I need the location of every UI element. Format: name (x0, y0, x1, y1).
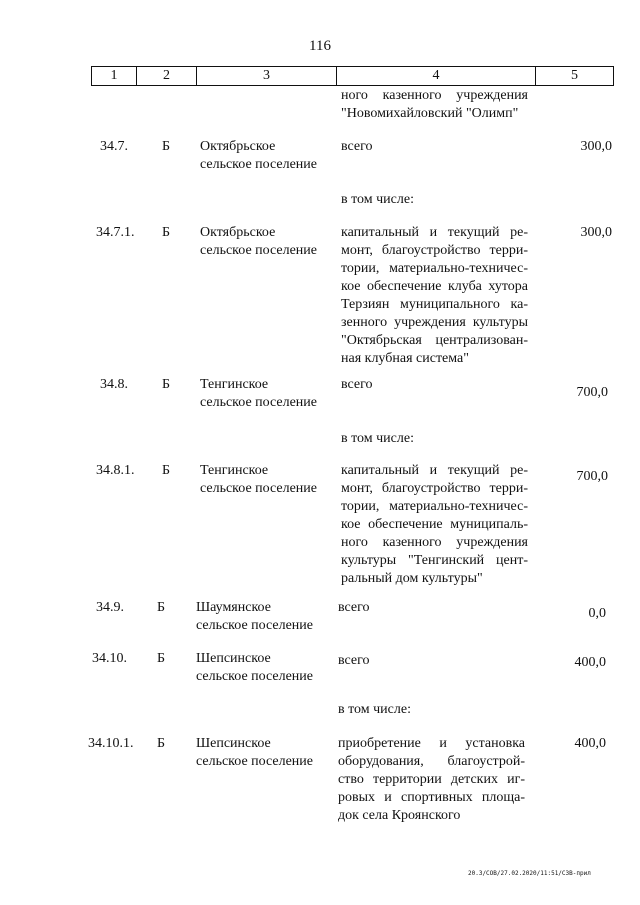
row-name (196, 650, 313, 686)
description-line: ного казенного учреждения (341, 535, 528, 550)
description-line: капитальный и текущий ре- (341, 225, 528, 240)
row-category: Б (157, 736, 166, 751)
row-description: всего (338, 653, 370, 668)
continuation-line: "Новомихайловский "Олимп" (341, 106, 519, 121)
row-number: 34.7. (100, 139, 128, 154)
subtotal-note: в том числе: (341, 431, 414, 446)
row-amount: 400,0 (574, 736, 606, 751)
page-number: 116 (309, 38, 331, 54)
description-line: ровых и спортивных площа- (338, 790, 525, 805)
row-number: 34.9. (96, 600, 124, 615)
row-number: 34.8.1. (96, 463, 135, 478)
row-amount: 0,0 (588, 606, 606, 621)
row-category: Б (162, 463, 171, 478)
row-description (341, 224, 528, 368)
header-cell-1: 1 (92, 67, 137, 85)
document-footer-stamp: 20.3/СОВ/27.02.2020/11:51/СЗВ-прил (468, 870, 591, 877)
description-line: кое обеспечение клуба хутора (341, 279, 528, 294)
continuation-line: ного казенного учреждения (341, 88, 528, 103)
row-name (200, 224, 317, 260)
row-name-line: Тенгинское (200, 463, 269, 478)
description-line: культуры "Тенгинский цент- (341, 553, 528, 568)
subtotal-note: в том числе: (338, 702, 411, 717)
description-line: ральный дом культуры" (341, 571, 483, 586)
row-description (338, 735, 525, 825)
description-line: оборудования, благоустрой- (338, 754, 525, 769)
row-number: 34.8. (100, 377, 128, 392)
row-name-line: сельское поселение (196, 669, 313, 684)
row-name-line: сельское поселение (196, 618, 313, 633)
row-name (200, 376, 317, 412)
row-amount: 700,0 (576, 469, 608, 484)
row-category: Б (157, 600, 166, 615)
description-line: тории, материально-техничес- (341, 499, 528, 514)
row-name-line: Шепсинское (196, 736, 271, 751)
row-category: Б (157, 651, 166, 666)
header-cell-3: 3 (197, 67, 337, 85)
description-line: ная клубная система" (341, 351, 469, 366)
row-amount: 300,0 (580, 139, 612, 154)
description-line: "Октябрьская централизован- (341, 333, 528, 348)
description-line: монт, благоустройство терри- (341, 243, 528, 258)
row-name (200, 462, 317, 498)
row-number: 34.10. (92, 651, 127, 666)
row-description: всего (341, 139, 373, 154)
row-category: Б (162, 225, 171, 240)
subtotal-note: в том числе: (341, 192, 414, 207)
header-cell-2: 2 (137, 67, 197, 85)
row-amount: 300,0 (580, 225, 612, 240)
description-line: Терзиян муниципального ка- (341, 297, 528, 312)
row-name-line: сельское поселение (200, 481, 317, 496)
description-line: капитальный и текущий ре- (341, 463, 528, 478)
row-name (200, 138, 317, 174)
row-description: всего (338, 600, 370, 615)
description-line: кое обеспечение муниципаль- (341, 517, 528, 532)
description-line: монт, благоустройство терри- (341, 481, 528, 496)
row-amount: 400,0 (574, 655, 606, 670)
row-name (196, 735, 313, 771)
description-line: приобретение и установка (338, 736, 525, 751)
row-number: 34.10.1. (88, 736, 134, 751)
row-description: всего (341, 377, 373, 392)
row-name (196, 599, 313, 635)
row-number: 34.7.1. (96, 225, 135, 240)
description-line: ство территории детских иг- (338, 772, 525, 787)
description-line: зенного учреждения культуры (341, 315, 528, 330)
row-category: Б (162, 139, 171, 154)
row-name-line: Шепсинское (196, 651, 271, 666)
row-name-line: Октябрьское (200, 225, 276, 240)
continuation-text (341, 87, 528, 123)
row-description (341, 462, 528, 588)
header-cell-5: 5 (571, 68, 578, 83)
row-name-line: сельское поселение (200, 157, 317, 172)
row-name-line: сельское поселение (200, 395, 317, 410)
row-name-line: Шаумянское (196, 600, 271, 615)
table-header-row (91, 66, 614, 86)
row-amount: 700,0 (576, 385, 608, 400)
header-cell-4: 4 (337, 67, 536, 85)
description-line: док села Кроянского (338, 808, 461, 823)
row-name-line: Тенгинское (200, 377, 269, 392)
description-line: тории, материально-техничес- (341, 261, 528, 276)
row-name-line: сельское поселение (196, 754, 313, 769)
row-category: Б (162, 377, 171, 392)
row-name-line: Октябрьское (200, 139, 276, 154)
row-name-line: сельское поселение (200, 243, 317, 258)
